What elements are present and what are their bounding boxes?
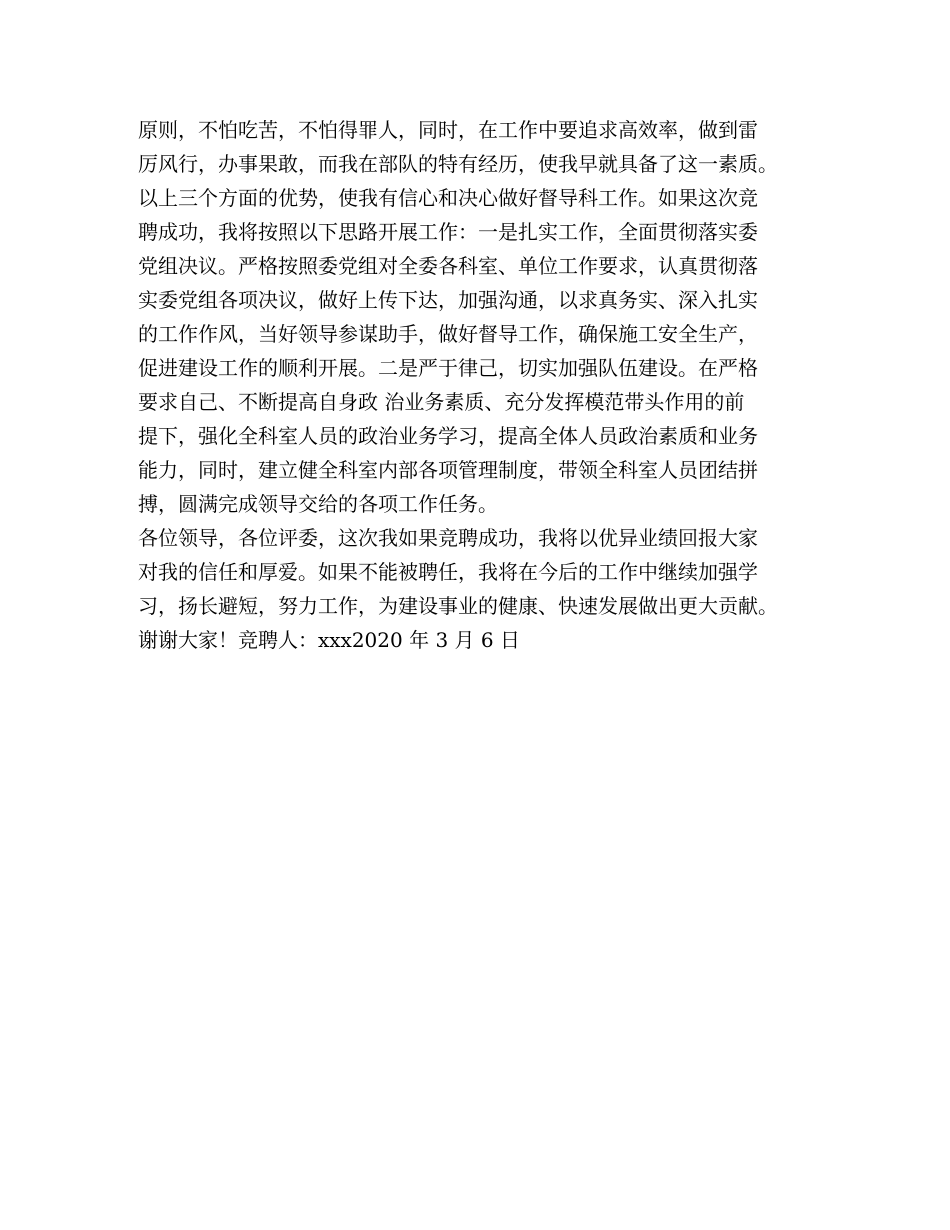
text-line: 的工作作风，当好领导参谋助手，做好督导工作，确保施工安全生产， <box>138 322 758 346</box>
text-line: 以上三个方面的优势，使我有信心和决心做好督导科工作。如果这次竞 <box>138 186 758 210</box>
text-line: 提下，强化全科室人员的政治业务学习，提高全体人员政治素质和业务 <box>138 424 758 448</box>
text-line: 各位领导，各位评委，这次我如果竞聘成功，我将以优异业绩回报大家 <box>138 526 758 550</box>
text-line: 厉风行，办事果敢，而我在部队的特有经历，使我早就具备了这一素质。 <box>138 152 778 176</box>
text-line: 实委党组各项决议，做好上传下达，加强沟通，以求真务实、深入扎实 <box>138 288 758 312</box>
text-line: 党组决议。严格按照委党组对全委各科室、单位工作要求，认真贯彻落 <box>138 254 758 278</box>
text-line: 促进建设工作的顺利开展。二是严于律己，切实加强队伍建设。在严格 <box>138 356 758 380</box>
text-line: 搏，圆满完成领导交给的各项工作任务。 <box>138 492 498 516</box>
text-line: 原则，不怕吃苦，不怕得罪人，同时，在工作中要追求高效率，做到雷 <box>138 118 758 142</box>
text-line: 能力，同时，建立健全科室内部各项管理制度，带领全科室人员团结拼 <box>138 458 758 482</box>
text-line: 对我的信任和厚爱。如果不能被聘任，我将在今后的工作中继续加强学 <box>138 560 758 584</box>
signature-line: 谢谢大家！竞聘人：xxx2020 年 3 月 6 日 <box>138 628 520 652</box>
text-line: 要求自己、不断提高自身政 治业务素质、充分发挥模范带头作用的前 <box>138 390 745 414</box>
text-line: 聘成功，我将按照以下思路开展工作：一是扎实工作，全面贯彻落实委 <box>138 220 758 244</box>
text-line: 习，扬长避短，努力工作，为建设事业的健康、快速发展做出更大贡献。 <box>138 594 778 618</box>
body-text <box>138 113 838 657</box>
